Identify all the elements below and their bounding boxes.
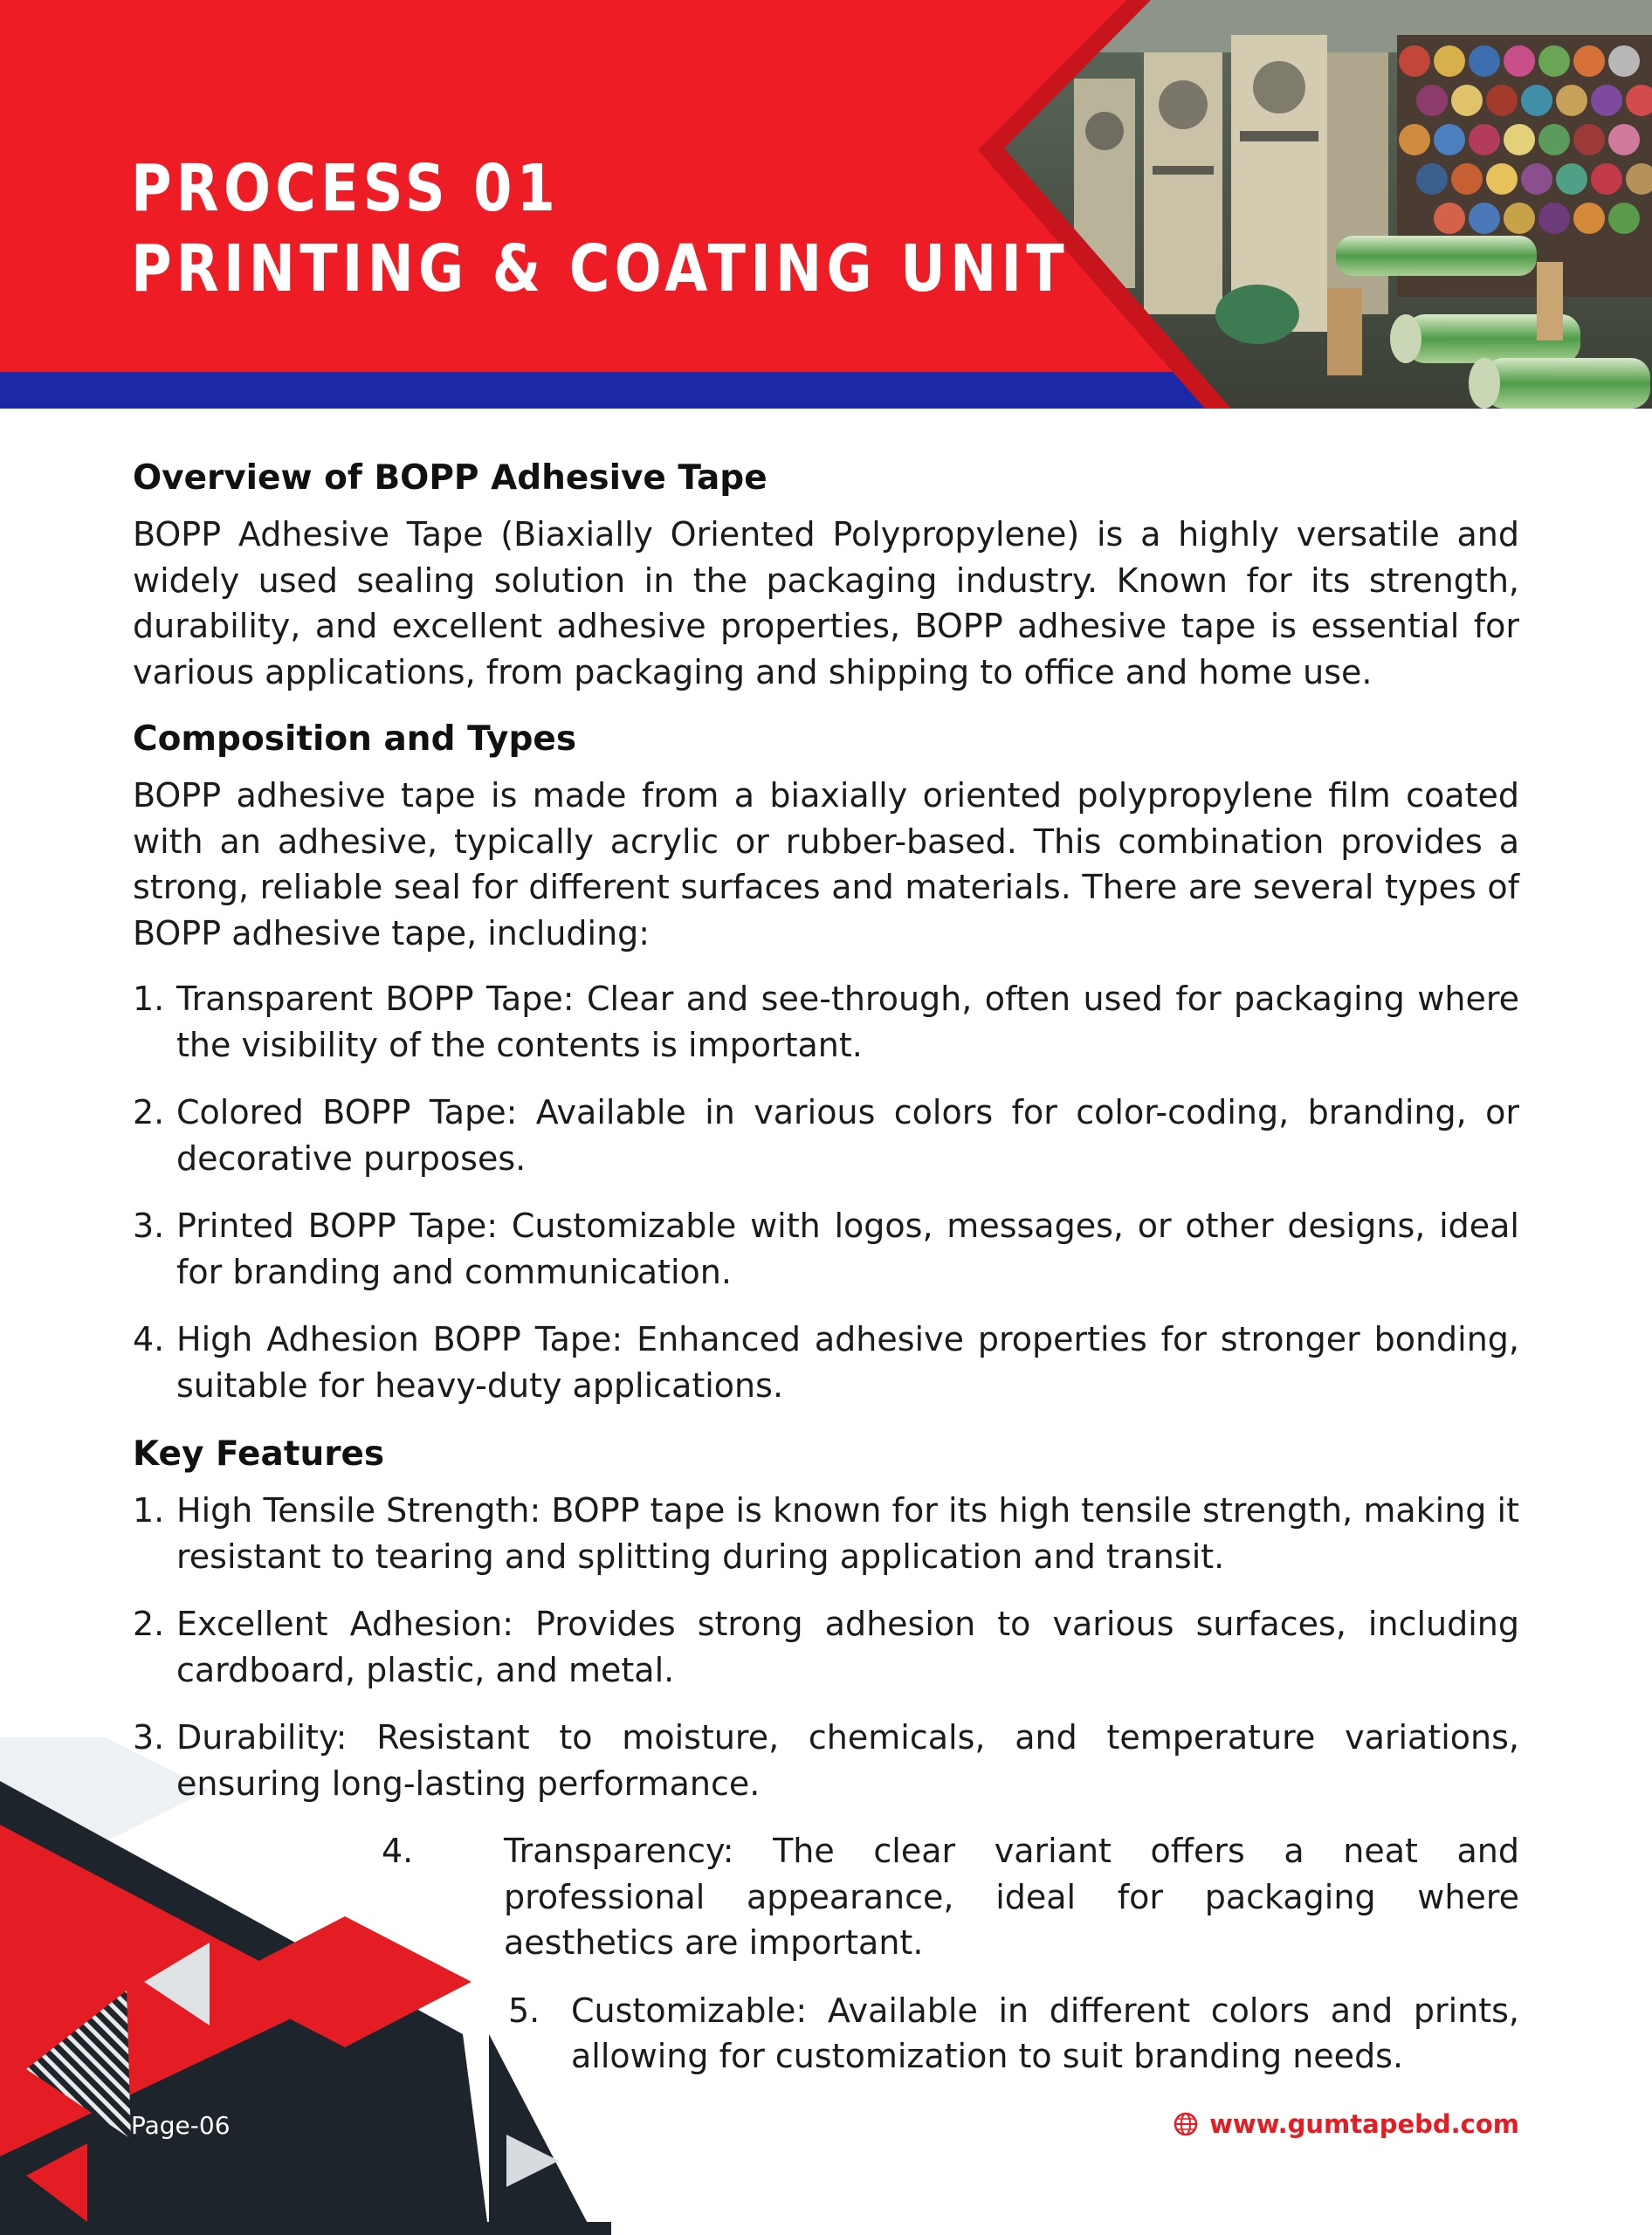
tape-types-list [133,976,1519,1408]
list-item: 4. Transparency: The clear variant offers a neat and professional appearance, ideal for packaging where aesthetics are important. [382,1832,1519,1962]
title-line-1: PROCESS 01 [131,151,561,226]
list-item: 1. Transparent BOPP Tape: Clear and see-through, often used for packaging where the visibility of the contents is important. [133,980,1519,1064]
website-url: www.gumtapebd.com [1209,2109,1519,2139]
key-features-list [133,1488,1519,2080]
main-content [133,454,1519,2101]
page-number: Page-06 [131,2111,231,2140]
title-line-2: PRINTING & COATING UNIT [131,231,1069,306]
list-item: 3. Durability: Resistant to moisture, chemicals, and temperature variations, ensuring long-lasting performance. [133,1718,1519,1803]
website-link[interactable] [1173,2109,1519,2139]
list-item: 5. Customizable: Available in different colors and prints, allowing for customization to suit branding needs. [508,1991,1519,2075]
globe-icon [1173,2111,1199,2137]
page-title [131,148,1069,309]
list-item: 3. Printed BOPP Tape: Customizable with logos, messages, or other designs, ideal for branding and communication. [133,1207,1519,1291]
features-heading: Key Features [133,1434,385,1474]
overview-paragraph: BOPP Adhesive Tape (Biaxially Oriented Polypropylene) is a highly versatile and widely used sealing solution in the packaging industry. Known for its strength, durability, and excellent adhesive properties, BOPP adhesive tape is essential for various applications, from packaging and shipping to office and home use. [133,515,1519,691]
overview-heading: Overview of BOPP Adhesive Tape [133,458,767,498]
composition-heading: Composition and Types [133,719,577,759]
list-item: 1. High Tensile Strength: BOPP tape is known for its high tensile strength, making it resistant to tearing and splitting during application and transit. [133,1491,1519,1576]
list-item: 2. Colored BOPP Tape: Available in various colors for color-coding, branding, or decorative purposes. [133,1093,1519,1178]
list-item: 2. Excellent Adhesion: Provides strong adhesion to various surfaces, including cardboard, plastic, and metal. [133,1605,1519,1689]
list-item: 4. High Adhesion BOPP Tape: Enhanced adhesive properties for stronger bonding, suitable for heavy-duty applications. [133,1320,1519,1405]
composition-paragraph: BOPP adhesive tape is made from a biaxially oriented polypropylene film coated with an adhesive, typically acrylic or rubber-based. This combination provides a strong, reliable seal for different surfaces and materials. There are several types of BOPP adhesive tape, including: [133,776,1519,952]
